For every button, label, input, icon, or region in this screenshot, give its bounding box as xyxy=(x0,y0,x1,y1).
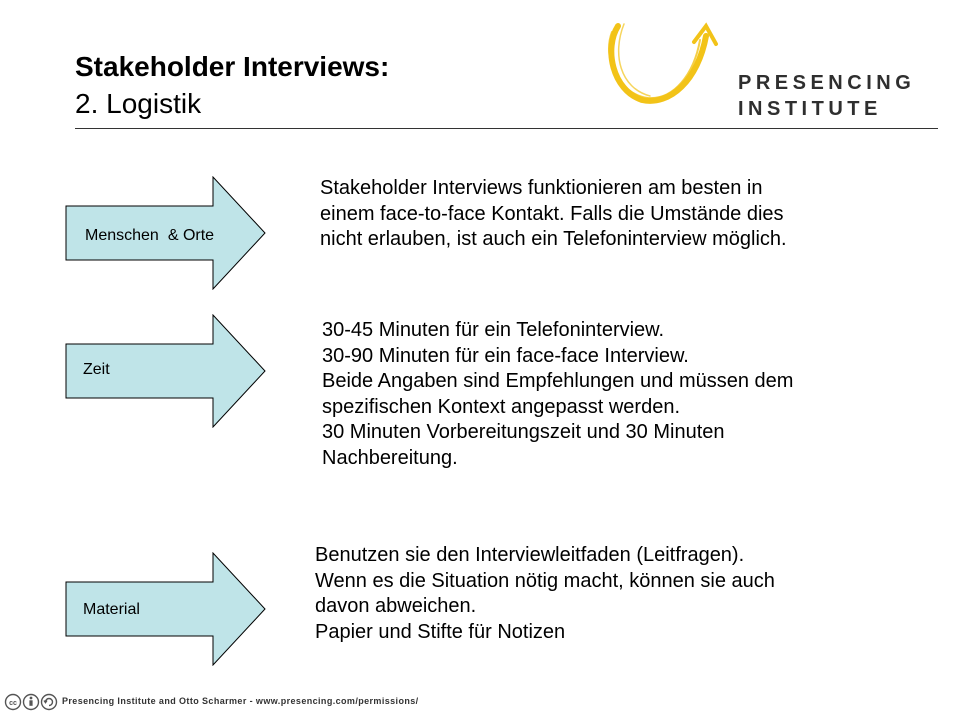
text-line: Wenn es die Situation nötig macht, können sie auch xyxy=(315,569,775,592)
logo-line-1: PRESENCING xyxy=(738,72,916,94)
section-text-material xyxy=(315,543,775,645)
text-line: Stakeholder Interviews funktionieren am besten in xyxy=(320,177,763,199)
presencing-logo-icon xyxy=(590,18,732,115)
logo-line-2: INSTITUTE xyxy=(738,98,882,120)
arrow-material xyxy=(65,552,267,666)
arrow-menschen-orte xyxy=(65,176,267,290)
footer-credit: Presencing Institute and Otto Scharmer - www.presencing.com/permissions/ xyxy=(62,696,419,706)
text-line: Beide Angaben sind Empfehlungen und müssen dem xyxy=(322,370,794,392)
text-line: Papier und Stifte für Notizen xyxy=(315,620,566,643)
text-line: Nachbereitung. xyxy=(322,446,458,469)
section-text-menschen-orte xyxy=(320,176,787,253)
arrow-label-menschen-orte xyxy=(85,226,214,246)
arrow-zeit xyxy=(65,314,267,428)
text-line: nicht erlauben, ist auch ein Telefoninterview möglich. xyxy=(320,228,787,250)
arrow-label-zeit: Zeit xyxy=(83,361,110,378)
title-divider xyxy=(75,128,938,129)
text-line: einem face-to-face Kontakt. Falls die Umstände dies xyxy=(320,202,784,225)
text-line: 30-90 Minuten für ein face-face Interview. xyxy=(322,344,689,367)
text-line: Benutzen sie den Interviewleitfaden (Leitfragen). xyxy=(315,544,745,566)
arrow-label-part-2: & Orte xyxy=(167,227,215,244)
svg-text:cc: cc xyxy=(9,700,17,707)
license-icons xyxy=(4,692,60,717)
section-text-zeit xyxy=(322,318,793,471)
text-line: davon abweichen. xyxy=(315,595,477,617)
slide-title: Stakeholder Interviews: xyxy=(75,51,390,82)
arrow-label-part-1: Menschen xyxy=(85,227,159,244)
text-line: 30 Minuten Vorbereitungszeit und 30 Minuten xyxy=(322,421,725,443)
slide-subtitle: 2. Logistik xyxy=(75,88,202,119)
text-line: 30-45 Minuten für ein Telefoninterview. xyxy=(322,319,665,341)
arrow-label-material: Material xyxy=(83,601,140,618)
logo-wordmark xyxy=(738,70,915,122)
text-line: spezifischen Kontext angepasst werden. xyxy=(322,395,680,418)
